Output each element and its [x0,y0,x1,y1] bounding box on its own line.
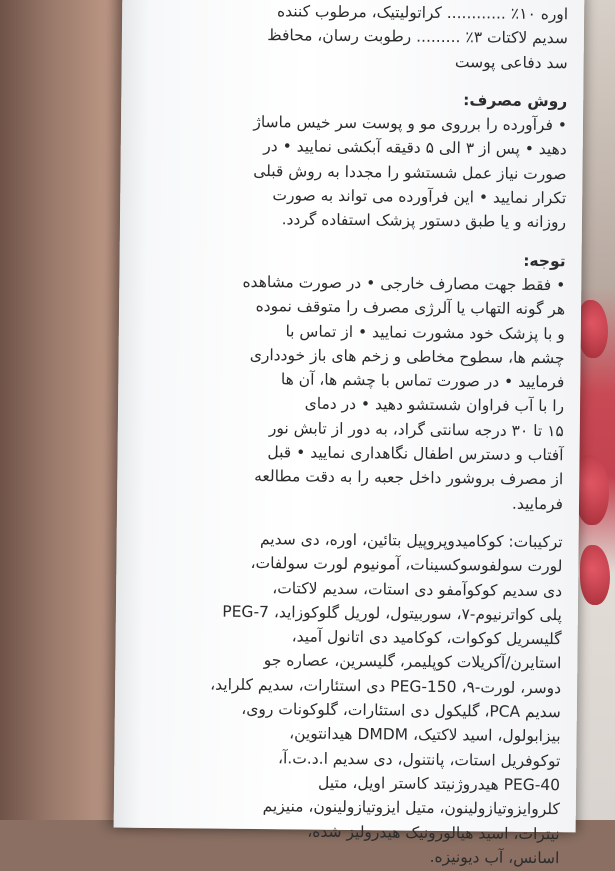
ingredients-line-7: دوسر، لورت-۹، PEG-150 دی استئارات، سدیم کلراید، [210,675,562,697]
ingredients-line-14: اسانس، آب دیونیزه. [429,847,560,868]
caution-line-6: را با آب فراوان شستشو دهید • در دمای [304,394,565,416]
caution-line-2: هر گونه التهاب یا آلرژی مصرف را متوقف نموده [255,297,566,319]
ingredients-line-11: PEG-40 هیدروژنیتد کاستر اویل، متیل [318,773,561,795]
ingredients-line-4: پلی کواترنیوم-۷، سوربیتول، لوریل گلوکوزاید، PEG-7 [222,602,562,625]
caution-heading: توجه: [523,251,566,270]
usage-line-3: صورت نیاز عمل شستشو را مجددا به روش قبلی [253,161,567,184]
usage-line-4: تکرار نمایید • این فرآورده می تواند به صورت [272,186,567,208]
ingredients-line-10: توکوفریل استات، پانتنول، دی سدیم ا.د.ت.آ، [277,748,561,770]
ingredients-line-8: سدیم PCA، گلیکول دی استئارات، گلوکونات روی، [241,699,561,722]
caution-line-5: فرمایید • در صورت تماس با چشم ها، آن ها [280,370,565,392]
ingredients-line-1: ترکیبات: کوکامیدوپروپیل بتائین، اوره، دی سدیم [259,530,563,552]
ingredients-line-2: لورت سولفوسوکسینات، آمونیوم لورت سولفات، [250,554,563,576]
ingredients-line-12: کلروایزوتیازولینون، متیل ایزوتیازولینون، منیزیم [262,797,560,819]
usage-heading: روش مصرف: [463,91,568,111]
intro-line-1: اوره ۱۰٪ ............ کراتولیتیک، مرطوب کننده [276,2,569,24]
caution-line-4: چشم ها، سطوح مخاطی و زخم های باز خودداری [249,345,565,368]
caution-line-10: فرمایید. [511,494,564,513]
caution-line-8: آفتاب و دسترس اطفال نگاهداری نمایید • قبل [267,443,564,465]
ingredients-line-5: گلیسریل کوکوات، کوکامید دی اتانول آمید، [291,627,562,649]
intro-line-3: سد دفاعی پوست [454,52,568,72]
usage-line-2: دهید • پس از ۳ الی ۵ دقیقه آبکشی نمایید • در [263,137,567,159]
ingredients-line-6: استایرن/آکریلات کوپلیمر، گلیسرین، عصاره جو [263,651,562,673]
caution-line-3: و با پزشک خود مشورت نمایید • از تماس با [285,321,565,343]
caution-line-1: • فقط جهت مصارف خارجی • در صورت مشاهده [242,272,566,295]
caution-line-7: ۱۵ تا ۳۰ درجه سانتی گراد، به دور از تابش نور [268,418,564,440]
label-text-panel [124,0,575,868]
caution-line-9: از مصرف بروشور داخل جعبه را به دقت مطالعه [254,467,564,489]
usage-line-5: روزانه و یا طبق دستور پزشک استفاده گردد. [281,210,567,232]
product-box [114,0,585,868]
ingredients-line-13: نیترات، اسید هیالورونیک هیدرولیز شده، [307,822,560,843]
ingredients-line-9: بیزابولول، اسید لاکتیک، DMDM هیدانتوین، [289,724,561,746]
ingredients-line-3: دی سدیم کوکوآمفو دی استات، سدیم لاکتات، [272,578,563,600]
usage-line-1: • فرآورده را برروی مو و پوست سر خیس ماساژ [253,113,568,135]
intro-line-2: سدیم لاکتات ۳٪ ......... رطوبت رسان، محافظ [267,26,568,48]
